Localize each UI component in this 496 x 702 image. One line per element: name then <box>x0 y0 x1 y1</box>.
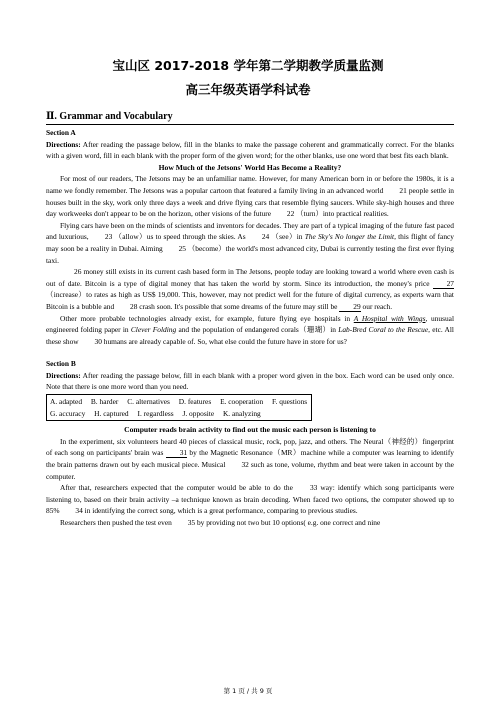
part-heading: Ⅱ. Grammar and Vocabulary <box>46 110 454 125</box>
word-option: H. captured <box>94 408 129 418</box>
section-b-label: Section B <box>46 359 76 369</box>
passage-b-paragraph-2: After that, researchers expected that the computer would be able to do the 33 way: identify which song participants were listening to, based on their brain activity –a technique known as brain decoding. When faced two options, the computer showed up to 85% 34 in identifying the correct song, which is a great performance, comparing to previous studies. <box>46 483 454 516</box>
blank-23[interactable]: 23 <box>104 232 113 242</box>
word-option: A. adapted <box>50 397 83 407</box>
word-option: E. cooperation <box>220 397 264 407</box>
blank-32[interactable]: 32 <box>241 460 249 470</box>
exam-content <box>46 110 454 529</box>
blank-26[interactable]: 26 <box>74 267 82 277</box>
blank-27[interactable]: 27 <box>433 279 454 289</box>
word-option: B. harder <box>90 397 119 407</box>
word-option: C. alternatives <box>127 397 170 407</box>
exam-title: 宝山区 2017-2018 学年第二学期教学质量监测 <box>112 58 384 73</box>
blank-33[interactable]: 33 <box>309 483 318 493</box>
passage-a-paragraph-4: Other more probable technologies already exist, for example, future flying eye hospitals in A Hospital with Wings, unusual engineered folding paper in Clever Folding and the population of endangered corals（珊瑚）in Lab-Bred Coral to the Rescue, etc. All these show 30 humans are already capable of. So, what else could the future have in store for us? <box>46 313 454 346</box>
passage-b-title: Computer reads brain activity to find out the music each person is listening to <box>124 425 376 435</box>
blank-35[interactable]: 35 <box>187 518 196 527</box>
passage-a-title: How Much of the Jetsons' World Has Become a Reality? <box>158 162 342 172</box>
passage-b-paragraph-3: Researchers then pushed the test even 35 by providing not two but 10 options( e.g. one correct and nine <box>60 518 381 527</box>
directions-text: After reading the passage below, fill in the blanks to make the passage coherent and grammatically correct. For the blanks with a given word, fill in each blank with the proper form of the given word; for the other blanks, use one word that best fits each blank. <box>46 139 454 161</box>
word-box-row-1 <box>50 396 308 408</box>
blank-21[interactable]: 21 <box>399 185 407 195</box>
directions-label: Directions: <box>46 139 81 149</box>
word-option: I. regardless <box>137 408 174 418</box>
blank-31[interactable]: 31 <box>166 448 187 458</box>
directions-label: Directions: <box>46 370 81 380</box>
blank-22[interactable]: 22 <box>286 209 295 219</box>
passage-a-paragraph-2: Flying cars have been on the minds of scientists and inventors for decades. They are part of a typical imaging of the future fast paced and luxurious, 23 （allow）us to speed through the skies. As 24 （see）in The Sky's No longer the Limit, this flight of fancy may soon be a reality in Dubai. Aiming 25 （become）the world's most advanced city, Dubai is currently testing the first ever flying taxi. <box>46 220 455 265</box>
word-option: F. questions <box>272 397 308 407</box>
exam-subtitle: 高三年级英语学科试卷 <box>185 82 311 97</box>
blank-34[interactable]: 34 <box>75 506 83 516</box>
blank-24[interactable]: 24 <box>261 232 270 242</box>
directions-text: After reading the passage below, fill in each blank with a proper word given in the box. Each word can be used only once. Note that there is one more word than you need. <box>46 370 454 392</box>
section-a-directions <box>46 139 454 162</box>
blank-25[interactable]: 25 <box>178 243 186 253</box>
word-option: K. analyzing <box>222 408 261 418</box>
blank-29[interactable]: 29 <box>339 302 360 312</box>
word-option: G. accuracy <box>50 408 86 418</box>
passage-b-paragraph-1: In the experiment, six volunteers heard 40 pieces of classical music, rock, pop, jazz, and others. The Neural（神经的）fingerprint of each song on participants' brain was 31 by the Magnetic Resonance（MR）machine while a computer was learning to identify the brain patterns drawn out by each musical piece. Musical 32 such as tone, volume, rhythm and beat were taken in account by the computer. <box>46 436 454 481</box>
section-a-label: Section A <box>46 128 76 137</box>
page-footer: 第 1 页 / 共 9 页 <box>223 687 273 695</box>
word-option: D. features <box>178 397 212 407</box>
word-option: J. opposite <box>182 408 215 418</box>
section-b-directions <box>46 370 454 393</box>
word-box-row-2 <box>50 408 308 420</box>
passage-a-paragraph-3: 26 money still exists in its current cash based form in The Jetsons, people today are looking toward a world where even cash is out of date. Bitcoin is a type of digital money that has taken the world by storm. Since its introduction, the money's price 27 （increase）to rates as high as US$ 19,000. This, however, may not predict well for the future of digital currency, as experts warn that Bitcoin is a bubble and 28 crash soon. It's possible that some dreams of the future may still be 29 our reach. <box>46 267 454 311</box>
word-box <box>46 394 312 421</box>
passage-a-paragraph-1: For most of our readers, The Jetsons may be an unfamiliar name. However, for many American born in or before the 1980s, it is a name we fondly remember. The Jetsons was a popular cartoon that featured a family living in an advanced world 21 people settle in houses built in the sky, work only three days a week and drive flying cars that resemble flying saucers. While sky-high houses and three day workweeks don't appear to be on the horizon, other visions of the future 22 （turn）into practical realities. <box>46 174 454 219</box>
blank-28[interactable]: 28 <box>130 301 138 311</box>
blank-30[interactable]: 30 <box>94 336 102 346</box>
